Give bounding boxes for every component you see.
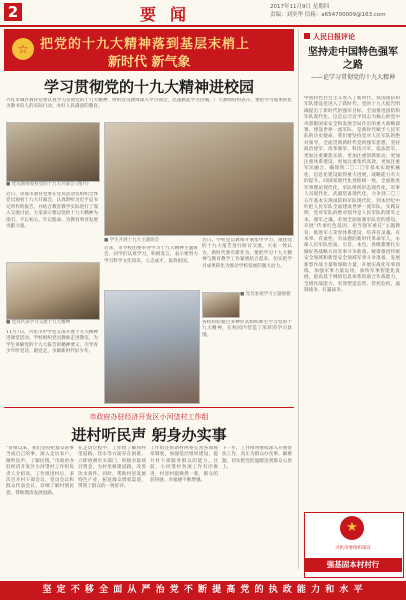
article2-col3: 工作组还帮助村两委完善各项规章制度，加强基层组织建设，提升村干部服务群众的能力。目前，小河垡村各项工作有序推进，村容村貌焕然一新，群众的获得感、幸福感不断增强。 — [150, 446, 218, 484]
commentary-body: 中国特色社会主义进入了新时代，我国国防和军队建设也进入了新时代。党的十九大报告明确提出了新时代的强军目标，全面推进国防和军队现代化。这是以习近平同志为核心的党中央着眼国家安全和发展全局作出的重大战略部署。建设世界一流军队，是新时代赋予人民军队的历史使命。我们要坚持党对人民军队的绝对领导，全面贯彻新时代党的强军思想，坚持政治建军、改革强军、科技兴军、依法治军，更加注重聚焦实战，更加注重创新驱动，更加注重体系建设，更加注重集约高效，更加注重军民融合，确保到二〇二〇年基本实现机械化，信息化建设取得重大进展，战略能力有大的提升。同国家现代化进程相一致，全面推进军事理论现代化、军队组织形态现代化、军事人员现代化、武器装备现代化，力争到二〇三五年基本实现国防和军队现代化，到本世纪中叶把人民军队全面建成世界一流军队。实践证明，党对军队的绝对领导是人民军队的建军之本、强军之魂。必须全面加强军队党的建设，开展“传承红色基因、担当强军重任”主题教育，推进军人荣誉体系建设，培养有灵魂、有本事、有血性、有品德的新时代革命军人，永葆人民军队性质、宗旨、本色。各级都要扎实做好各战略方向军事斗争准备，统筹推进传统安全领域和新型安全领域军事斗争准备，发展新型作战力量和保障力量，开展实战化军事训练，加强军事力量运用，加快军事智能化发展，提高基于网络信息体系的联合作战能力、全域作战能力，有效塑造态势、管控危机、遏制战争、打赢战争。 — [304, 96, 400, 294]
editor-info: 责编：刘奕华 信箱：a654700009@163.com — [270, 12, 386, 18]
section-title: 要闻 — [140, 5, 201, 24]
article1-intro: 兴化市城区教育党委认真学习贯彻党的十九大精神，组织党员教师深入学习领会，迅速掀起学习热潮。广大教师纷纷表示，要把学习成果转化为教书育人的实际行动，办好人民满意的教育。 — [6, 98, 292, 110]
ad-label: 兴化市委组织部宣 — [335, 546, 371, 551]
issue-date: 2017年11月9日 星期四 — [270, 4, 330, 10]
article2-title: 进村听民声 躬身办实事 — [71, 426, 227, 444]
column-rule — [298, 29, 299, 569]
topic-banner — [4, 29, 294, 71]
party-emblem-icon: ★ — [340, 516, 364, 540]
article-divider — [4, 407, 294, 408]
square-icon — [304, 33, 310, 39]
photo-caption-3: ■ 学生开展十九大主题班会 — [104, 238, 160, 243]
commentary-title: 坚持走中国特色强军之路 — [308, 47, 398, 71]
article1-para2: 11月7日，兴化市中学党支部开展十九大精神进课堂活动。学校组织党员教师走进教室，为学生讲解党的十九大报告的精神要义，引导青少年听党话、跟党走，争做新时代好少年。 — [6, 330, 98, 355]
banner-line1: 把党的十九大精神落到基层末梢上 — [40, 37, 251, 52]
party-emblem-icon: ☆ — [12, 38, 34, 60]
footer-slogan: 坚 定 不 移 全 面 从 严 治 党 不 断 提 高 党 的 执 政 能 力 和 水 平 — [0, 581, 406, 600]
article1-para5: 各校纷纷通过多种形式组织师生学习党的十九大精神，在校园内营造了浓厚的学习氛围。 — [202, 320, 292, 338]
article2-col4: 下一步，工作组将继续深入开展帮扶工作，真正为群众办实事、解难题，切实把党的温暖送到群众心坎上。 — [222, 446, 292, 471]
photo-caption-2: ■ 党员代表学习交流十九大精神 — [6, 320, 71, 325]
article1-para1: 近日，荣成市教育党委在党员活动室组织全体党员观看十九大开幕会，认真聆听习近平总书记所作的报告，并结合教育教学实际进行了深入交流讨论。大家表示要以党的十九大精神为指引，不忘初心，牢记使命，为教育事业发展贡献力量。 — [6, 192, 98, 230]
article1-para4: 近日，学校党员教师开展集中学习，围绕党的十九大报告进行研讨交流。大家一致认为，新时代要有新作为，要把学习十九大精神与教育教学工作紧密结合起来，切实把学习成果转化为推动学校发展的强大动力。 — [202, 238, 292, 269]
article2-col1: “驻组以来，我们坚持把群众的事当成自己的事，深入走访农户，倾听民声，了解民情。”市政府办驻经济开发区小河垡村工作组负责人介绍说。工作组进村后，多次召开村干部会议、党员会议和群众代表会议，详细了解村情民意，帮助理清发展思路。 — [6, 446, 74, 496]
photo-conference — [104, 122, 294, 236]
photo-caption-4: ■ 党员参观学习主题展板 — [240, 292, 291, 297]
banner-line2: 新时代 新气象 — [108, 55, 191, 70]
dateline — [270, 3, 402, 19]
photo-small — [202, 292, 240, 318]
article2-kicker: 市政府办驻经济开发区小河垡村工作组 — [89, 413, 209, 421]
ad-slogan: 强基固本村村行 — [304, 558, 402, 572]
commentary-tag — [304, 32, 402, 43]
photo-exhibition — [104, 290, 200, 404]
article1-title: 学习贯彻党的十九大精神进校园 — [43, 78, 254, 96]
article1-para3: 近来，市学校团委举办学习十九大精神主题班会，同学们认真学习，积极发言，表示要努力学习科学文化知识，立志成才，报效祖国。 — [104, 246, 198, 264]
photo-caption-1: ■ 党员教师观看党的十九大开幕会 (图片) — [6, 182, 89, 187]
commentary-subtitle: ——论学习贯彻党的十九大精神 — [310, 74, 395, 81]
commentary-tag-label: 人民日报评论 — [313, 33, 355, 41]
page-number: 2 — [4, 3, 22, 21]
photo-classroom — [6, 262, 100, 320]
photo-meeting — [6, 122, 100, 182]
article2-col2: 在走访过程中，工作组了解到村里道路、饮水等方面存在困难，立即协调有关部门，积极争取项目资金，为村里修建道路、改善饮水条件。同时，帮助村里发展特色产业，拓宽群众增收渠道，得到了群众的一致好评。 — [78, 446, 146, 490]
